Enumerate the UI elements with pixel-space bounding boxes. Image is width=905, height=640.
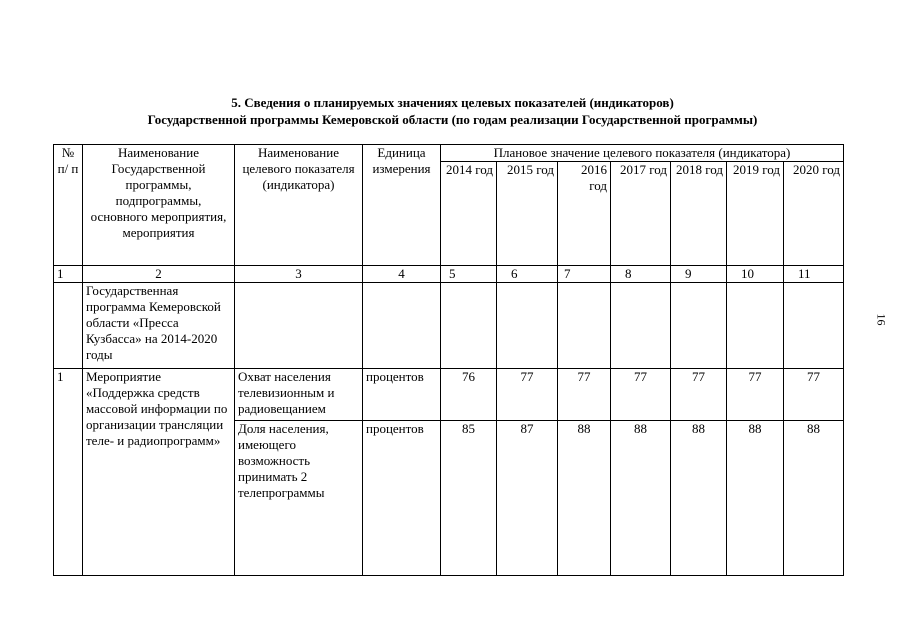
- header-year: 2018 год: [671, 162, 727, 266]
- indicator-unit: процентов: [363, 369, 441, 421]
- column-number: 6: [497, 266, 558, 283]
- indicator-value: 77: [727, 369, 784, 421]
- indicator-value: 76: [441, 369, 497, 421]
- indicator-value: 87: [497, 421, 558, 576]
- header-year: 2014 год: [441, 162, 497, 266]
- indicator-value: 77: [784, 369, 844, 421]
- title-line-2: Государственной программы Кемеровской области (по годам реализации Государственной программы): [147, 112, 758, 127]
- measure-name: Мероприятие «Поддержка средств массовой информации по организации трансляции теле- и радиопрограмм»: [83, 369, 235, 576]
- indicator-value: 88: [727, 421, 784, 576]
- program-num: [54, 283, 83, 369]
- header-planned: Плановое значение целевого показателя (индикатора): [441, 145, 844, 162]
- header-indicator: Наименование целевого показателя (индикатора): [235, 145, 363, 266]
- title-line-1: 5. Сведения о планируемых значениях целевых показателей (индикаторов): [231, 95, 674, 110]
- column-number: 11: [784, 266, 844, 283]
- column-number: 2: [83, 266, 235, 283]
- header-row-1: [54, 145, 844, 162]
- measure-num: 1: [54, 369, 83, 576]
- indicator-name: Охват населения телевизионным и радиовещанием: [235, 369, 363, 421]
- column-number: 5: [441, 266, 497, 283]
- table-row: [54, 369, 844, 421]
- column-number: 3: [235, 266, 363, 283]
- indicator-value: 88: [611, 421, 671, 576]
- indicators-table: [53, 144, 844, 576]
- header-program: Наименование Государственной программы, подпрограммы, основного мероприятия, мероприятия: [83, 145, 235, 266]
- header-num: № п/ п: [54, 145, 83, 266]
- column-numbers-row: [54, 266, 844, 283]
- indicator-value: 77: [497, 369, 558, 421]
- indicator-value: 88: [671, 421, 727, 576]
- indicator-value: 88: [558, 421, 611, 576]
- header-year: 2020 год: [784, 162, 844, 266]
- column-number: 1: [54, 266, 83, 283]
- program-row: [54, 283, 844, 369]
- column-number: 10: [727, 266, 784, 283]
- program-name: Государственная программа Кемеровской области «Пресса Кузбасса» на 2014-2020 годы: [83, 283, 235, 369]
- indicator-unit: процентов: [363, 421, 441, 576]
- document-title: [0, 94, 905, 128]
- indicator-value: 77: [558, 369, 611, 421]
- column-number: 4: [363, 266, 441, 283]
- column-number: 7: [558, 266, 611, 283]
- indicator-value: 77: [611, 369, 671, 421]
- page-number: 16: [874, 313, 889, 326]
- indicator-value: 88: [784, 421, 844, 576]
- indicator-name: Доля населения, имеющего возможность принимать 2 телепрограммы: [235, 421, 363, 576]
- indicator-value: 85: [441, 421, 497, 576]
- indicator-value: 77: [671, 369, 727, 421]
- column-number: 8: [611, 266, 671, 283]
- column-number: 9: [671, 266, 727, 283]
- header-year: 2017 год: [611, 162, 671, 266]
- header-unit: Единица измерения: [363, 145, 441, 266]
- header-year: 2015 год: [497, 162, 558, 266]
- header-year: 2016 год: [558, 162, 611, 266]
- header-year: 2019 год: [727, 162, 784, 266]
